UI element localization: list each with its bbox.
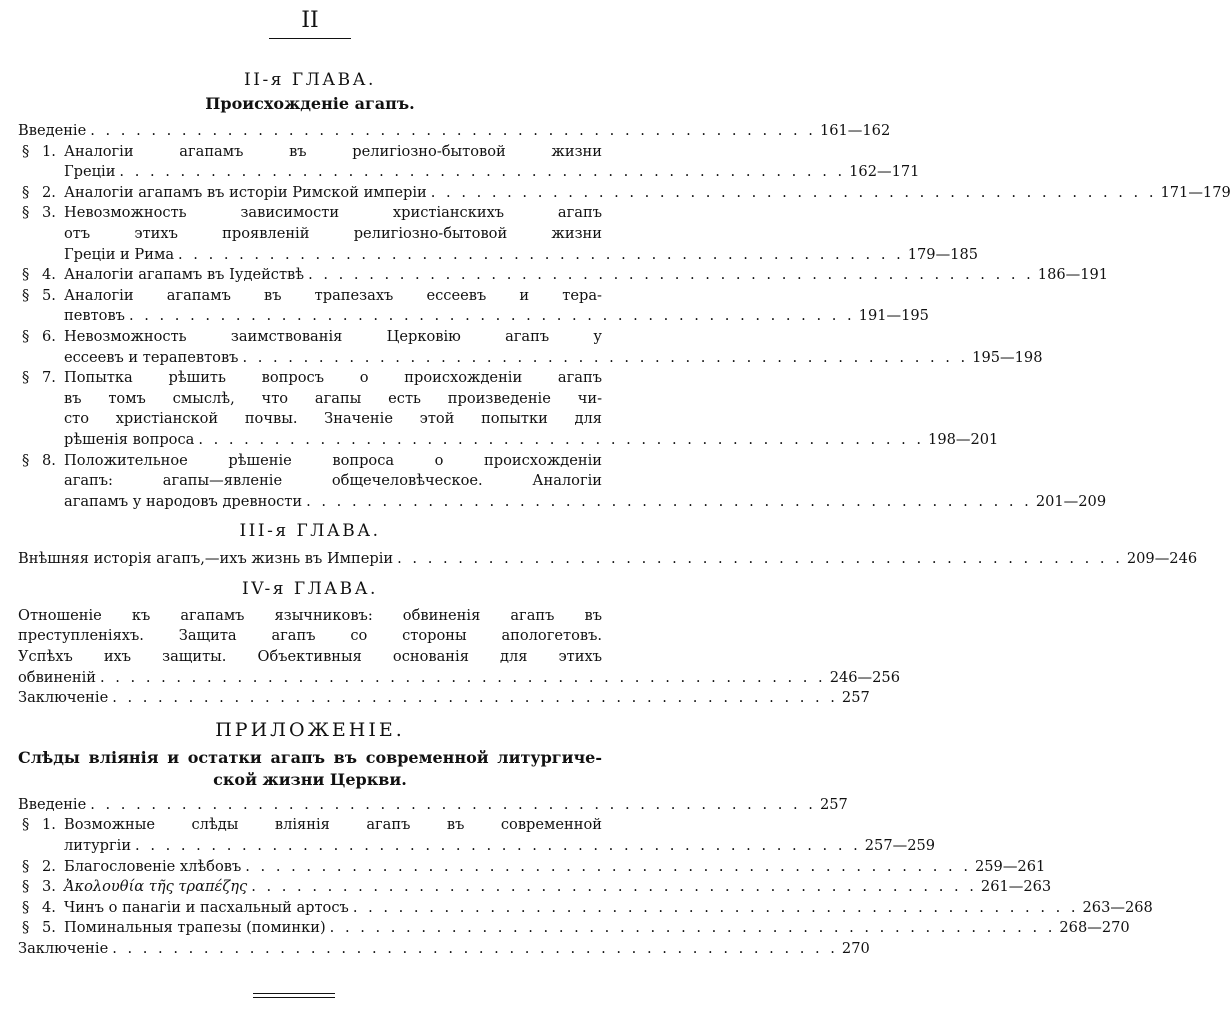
appendix-title-line-1: Слѣды вліянія и остатки агапъ въ современной литургиче-	[18, 747, 602, 767]
appendix-section-1-text: литургіи	[64, 837, 132, 855]
ch2-section-8-line-1: Положительное рѣшеніе вопроса о происхожденіи	[64, 451, 602, 469]
ch2-section-8-leader-dots: . . . . . . . . . . . . . . . . . . . . . . . . . . . . . . . . . . . . . . . . . . . . . . . .	[306, 492, 1032, 510]
chapter-2-title: Происхожденіе агапъ.	[205, 94, 415, 113]
chapter-3-heading: III-я ГЛАВА.	[239, 521, 381, 542]
ch2-intro-last-line	[18, 121, 891, 142]
ch2-section-8-text: агапамъ у народовъ древности	[64, 492, 303, 510]
ch2-section-7-line-1: Попытка рѣшить вопросъ о происхожденіи агапъ	[64, 369, 602, 387]
footer-rule	[253, 993, 335, 994]
ch2-section-4	[18, 265, 1109, 286]
ch2-section-4-text: Аналогіи агапамъ въ Іудействѣ	[64, 266, 305, 284]
ch3-entry-1-pages: 209—246	[1126, 550, 1198, 568]
appendix-section-3-text: Ἀκολουθία τῆς τραπέζης	[64, 878, 248, 896]
appendix-section-4-section-sign: §	[22, 898, 30, 916]
appendix-section-1-leader-dots: . . . . . . . . . . . . . . . . . . . . . . . . . . . . . . . . . . . . . . . . . . . . . . . .	[135, 837, 861, 855]
appendix-intro-text: Введеніе	[18, 795, 87, 813]
ch2-section-2-text: Аналогіи агапамъ въ исторіи Римской имперіи	[64, 183, 427, 201]
ch2-section-7-section-sign: §	[22, 369, 30, 387]
appendix-section-2	[18, 857, 1046, 878]
appendix-section-3	[18, 877, 1052, 898]
ch2-section-6	[18, 327, 1043, 368]
appendix-section-5-text: Поминальныя трапезы (поминки)	[64, 919, 326, 937]
appendix-section-3-pages: 261—263	[980, 878, 1052, 896]
header-rule	[269, 38, 351, 39]
appendix-section-3-last-line	[64, 877, 1052, 898]
ch2-section-8	[18, 451, 1107, 513]
ch2-section-8-line-2: агапъ: агапы—явленіе общечеловѣческое. Аналогіи	[64, 472, 602, 490]
appendix-heading: ПРИЛОЖЕНІЕ.	[215, 718, 405, 741]
appendix-entries	[18, 795, 1153, 960]
ch2-section-7-line-2: въ томъ смыслѣ, что агапы есть произведеніе чи-	[64, 389, 602, 407]
appendix-conclusion-leader-dots: . . . . . . . . . . . . . . . . . . . . . . . . . . . . . . . . . . . . . . . . . . . . . . . .	[112, 940, 838, 957]
ch2-section-4-last-line	[64, 265, 1109, 286]
ch2-section-5-pages: 191—195	[858, 307, 929, 325]
ch2-section-7-line-3: сто христіанской почвы. Значеніе этой попытки для	[64, 410, 602, 428]
appendix-section-4-section-number: 4.	[42, 898, 56, 916]
appendix-section-4-pages: 263—268	[1082, 898, 1153, 916]
ch2-section-5	[18, 286, 929, 327]
appendix-conclusion-pages: 270	[841, 940, 870, 957]
appendix-section-2-leader-dots: . . . . . . . . . . . . . . . . . . . . . . . . . . . . . . . . . . . . . . . . . . . . . . . .	[245, 857, 971, 875]
ch2-section-2-last-line	[64, 183, 1231, 204]
ch4-entry-1-last-line	[18, 668, 901, 689]
appendix-intro-leader-dots: . . . . . . . . . . . . . . . . . . . . . . . . . . . . . . . . . . . . . . . . . . . . . . . .	[90, 795, 816, 813]
ch4-entry-1-line-3: Успѣхъ ихъ защиты. Объективныя основанія для этихъ	[18, 648, 602, 666]
appendix-intro-pages: 257	[819, 795, 848, 813]
appendix-section-3-section-number: 3.	[42, 878, 56, 896]
ch2-section-2-section-number: 2.	[42, 183, 56, 201]
ch2-section-1-pages: 162—171	[849, 163, 920, 181]
appendix-section-5-leader-dots: . . . . . . . . . . . . . . . . . . . . . . . . . . . . . . . . . . . . . . . . . . . . . . . .	[329, 919, 1056, 937]
ch2-section-2	[18, 183, 1231, 204]
ch2-section-2-pages: 171—179	[1160, 183, 1231, 201]
ch2-section-5-section-number: 5.	[42, 286, 56, 304]
ch4-entry-1-line-2: преступленіяхъ. Защита агапъ со стороны апологетовъ.	[18, 627, 602, 645]
ch2-section-5-last-line	[64, 306, 929, 327]
ch3-entry-1-text: Внѣшняя исторія агапъ,—ихъ жизнь въ Имперіи	[18, 550, 394, 568]
ch4-conclusion-pages: 257	[841, 689, 870, 707]
ch2-section-5-section-sign: §	[22, 286, 30, 304]
ch2-section-1-text: Греціи	[64, 163, 116, 181]
ch4-entry-1-text: обвиненій	[18, 668, 96, 686]
ch2-section-1-section-number: 1.	[42, 142, 56, 160]
ch2-section-7-pages: 198—201	[928, 430, 999, 448]
ch2-section-2-section-sign: §	[22, 183, 30, 201]
appendix-section-5-section-number: 5.	[42, 919, 56, 937]
ch2-intro-pages: 161—162	[819, 122, 891, 139]
appendix-section-5-section-sign: §	[22, 919, 30, 937]
ch2-section-6-section-sign: §	[22, 327, 30, 345]
ch4-entry-1-pages: 246—256	[829, 668, 901, 686]
ch2-intro-text: Введеніе	[18, 122, 87, 139]
appendix-intro-last-line	[18, 795, 848, 816]
ch2-section-1-line-1: Аналогіи агапамъ въ религіозно-бытовой жизни	[64, 142, 602, 160]
ch2-section-3-last-line	[64, 245, 979, 266]
ch2-section-3-section-sign: §	[22, 204, 30, 222]
ch2-section-8-last-line	[64, 492, 1107, 513]
appendix-section-1-pages: 257—259	[864, 837, 936, 855]
ch2-section-1	[18, 142, 920, 183]
ch2-section-5-leader-dots: . . . . . . . . . . . . . . . . . . . . . . . . . . . . . . . . . . . . . . . . . . . . . . . .	[128, 307, 855, 325]
chapter-4-heading: IV-я ГЛАВА.	[242, 578, 378, 599]
ch2-section-7-section-number: 7.	[42, 369, 56, 387]
appendix-section-1	[18, 815, 936, 856]
appendix-section-1-section-sign: §	[22, 816, 30, 834]
page-number: II	[301, 8, 319, 33]
ch2-section-3-line-2: отъ этихъ проявленій религіозно-бытовой жизни	[64, 224, 602, 242]
appendix-section-2-section-sign: §	[22, 857, 30, 875]
ch2-section-3-line-1: Невозможность зависимости христіанскихъ агапъ	[64, 204, 602, 222]
ch4-conclusion-leader-dots: . . . . . . . . . . . . . . . . . . . . . . . . . . . . . . . . . . . . . . . . . . . . . . . .	[112, 689, 838, 707]
appendix-section-4	[18, 898, 1153, 919]
chapter-4-entries	[18, 606, 901, 709]
appendix-title	[18, 747, 602, 791]
ch2-section-4-leader-dots: . . . . . . . . . . . . . . . . . . . . . . . . . . . . . . . . . . . . . . . . . . . . . . . .	[308, 266, 1034, 284]
appendix-section-4-last-line	[64, 898, 1153, 919]
ch3-entry-1-last-line	[18, 549, 1198, 570]
ch2-section-5-line-1: Аналогіи агапамъ въ трапезахъ ессеевъ и тера-	[64, 286, 602, 304]
appendix-section-4-text: Чинъ о панагіи и пасхальный артосъ	[64, 898, 349, 916]
appendix-section-5-last-line	[64, 918, 1130, 939]
ch4-entry-1-line-1: Отношеніе къ агапамъ язычниковъ: обвиненія агапъ въ	[18, 606, 602, 624]
ch2-section-6-leader-dots: . . . . . . . . . . . . . . . . . . . . . . . . . . . . . . . . . . . . . . . . . . . . . . . .	[242, 348, 969, 366]
ch2-section-4-section-sign: §	[22, 266, 30, 284]
ch2-section-5-text: певтовъ	[64, 307, 125, 325]
ch2-intro-leader-dots: . . . . . . . . . . . . . . . . . . . . . . . . . . . . . . . . . . . . . . . . . . . . . . . .	[90, 122, 816, 139]
appendix-section-1-section-number: 1.	[42, 816, 56, 834]
appendix-section-5-pages: 268—270	[1059, 919, 1130, 937]
ch2-section-2-leader-dots: . . . . . . . . . . . . . . . . . . . . . . . . . . . . . . . . . . . . . . . . . . . . . . . .	[430, 183, 1157, 201]
ch2-section-7-last-line	[64, 430, 999, 451]
appendix-section-2-section-number: 2.	[42, 857, 56, 875]
ch2-section-8-section-sign: §	[22, 451, 30, 469]
ch2-section-8-section-number: 8.	[42, 451, 56, 469]
ch2-section-7-leader-dots: . . . . . . . . . . . . . . . . . . . . . . . . . . . . . . . . . . . . . . . . . . . . . . . .	[198, 430, 925, 448]
ch2-section-3-section-number: 3.	[42, 204, 56, 222]
chapter-2-entries	[18, 121, 1231, 512]
ch4-conclusion-last-line	[18, 688, 870, 709]
ch2-section-3-leader-dots: . . . . . . . . . . . . . . . . . . . . . . . . . . . . . . . . . . . . . . . . . . . . . . . .	[178, 245, 904, 263]
appendix-section-2-last-line	[64, 857, 1046, 878]
chapter-3-entries	[18, 549, 1198, 570]
ch4-entry-1	[18, 606, 901, 688]
ch2-section-6-section-number: 6.	[42, 327, 56, 345]
ch2-section-6-pages: 195—198	[972, 348, 1043, 366]
ch2-section-3	[18, 203, 979, 265]
ch2-section-7-text: рѣшенія вопроса	[64, 430, 195, 448]
ch2-section-6-text: ессеевъ и терапевтовъ	[64, 348, 239, 366]
ch2-section-7	[18, 368, 999, 450]
appendix-section-3-section-sign: §	[22, 878, 30, 896]
ch3-entry-1-leader-dots: . . . . . . . . . . . . . . . . . . . . . . . . . . . . . . . . . . . . . . . . . . . . . . . .	[397, 550, 1123, 568]
appendix-section-3-leader-dots: . . . . . . . . . . . . . . . . . . . . . . . . . . . . . . . . . . . . . . . . . . . . . . . .	[251, 878, 977, 896]
footer-rule-thin	[253, 997, 335, 998]
ch2-section-1-last-line	[64, 162, 920, 183]
ch2-section-8-pages: 201—209	[1035, 492, 1107, 510]
ch2-section-1-section-sign: §	[22, 142, 30, 160]
chapter-2-heading: II-я ГЛАВА.	[244, 70, 376, 90]
ch2-section-4-section-number: 4.	[42, 266, 56, 284]
appendix-section-1-last-line	[64, 836, 936, 857]
appendix-section-2-pages: 259—261	[974, 857, 1046, 875]
ch2-section-6-last-line	[64, 348, 1043, 369]
ch4-entry-1-leader-dots: . . . . . . . . . . . . . . . . . . . . . . . . . . . . . . . . . . . . . . . . . . . . . . . .	[100, 668, 826, 686]
ch2-section-3-text: Греціи и Рима	[64, 245, 175, 263]
appendix-title-line-2: ской жизни Церкви.	[213, 769, 407, 789]
appendix-conclusion-last-line	[18, 939, 870, 960]
ch2-section-3-pages: 179—185	[907, 245, 979, 263]
appendix-section-1-line-1: Возможные слѣды вліянія агапъ въ современной	[64, 816, 602, 834]
ch4-conclusion-text: Заключеніе	[18, 689, 109, 707]
appendix-section-5	[18, 918, 1130, 939]
ch2-section-6-line-1: Невозможность заимствованія Церковію агапъ у	[64, 327, 602, 345]
appendix-conclusion-text: Заключеніе	[18, 940, 109, 957]
ch3-entry-1	[18, 549, 1198, 570]
appendix-section-4-leader-dots: . . . . . . . . . . . . . . . . . . . . . . . . . . . . . . . . . . . . . . . . . . . . . . . .	[352, 898, 1079, 916]
appendix-section-2-text: Благословеніе хлѣбовъ	[64, 857, 242, 875]
ch2-section-1-leader-dots: . . . . . . . . . . . . . . . . . . . . . . . . . . . . . . . . . . . . . . . . . . . . . . . .	[119, 163, 846, 181]
ch2-section-4-pages: 186—191	[1037, 266, 1109, 284]
